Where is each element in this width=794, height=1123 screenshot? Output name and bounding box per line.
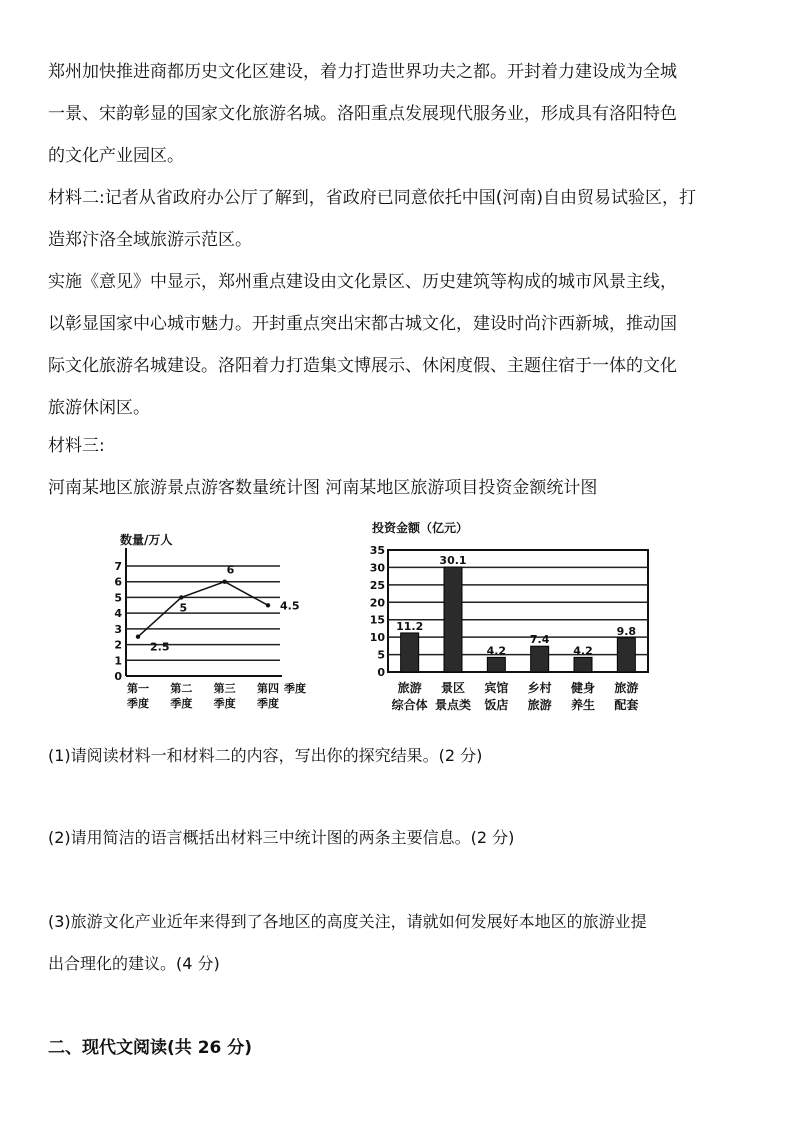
- line-chart-ytick: 1: [114, 654, 122, 668]
- question-3-line-1: (3)旅游文化产业近年来得到了各地区的高度关注，请就如何发展好本地区的旅游业提: [48, 912, 647, 931]
- bar-chart-ytick: 35: [370, 544, 385, 557]
- bar-chart-category-label: 综合体: [391, 698, 428, 712]
- question-1: (1)请阅读材料一和材料二的内容，写出你的探究结果。(2 分): [48, 746, 483, 765]
- line-chart-ylabel: 数量/万人: [120, 533, 173, 547]
- bar-chart-data-label: 30.1: [439, 554, 467, 568]
- bar-chart-ytick: 30: [370, 561, 385, 575]
- line-chart-ytick: 6: [114, 575, 122, 589]
- material3-label: 材料三:: [48, 436, 105, 456]
- bar-chart-ytick: 15: [370, 613, 385, 627]
- line-chart-category-label: 第一: [127, 682, 149, 695]
- bar-chart-category-label: 景点类: [434, 698, 472, 712]
- visitor-line-chart: [112, 530, 320, 720]
- line-chart-category-label: 季度: [257, 697, 279, 710]
- bar-chart-bar: [617, 638, 635, 672]
- line-chart-point: [136, 635, 140, 639]
- bar-chart-bar: [487, 657, 505, 672]
- bar-chart-category-label: 健身: [570, 681, 596, 695]
- bar-chart-frame: [388, 550, 648, 672]
- line-chart-point: [266, 603, 270, 607]
- line-chart-xlabel: 季度: [284, 682, 306, 695]
- bar-chart-ytick: 10: [370, 631, 385, 645]
- line-chart-ytick: 3: [114, 622, 122, 636]
- bar-chart-category-label: 宾馆: [484, 681, 509, 695]
- bar-chart-ylabel: 投资金额（亿元）: [372, 521, 469, 535]
- bar-chart-data-label: 9.8: [616, 624, 637, 638]
- line-chart-data-label: 4.5: [280, 599, 300, 613]
- charts-caption: 河南某地区旅游景点游客数量统计图 河南某地区旅游项目投资金额统计图: [48, 478, 598, 498]
- line-chart-category-label: 季度: [170, 697, 193, 710]
- line-chart-point: [222, 580, 226, 584]
- bar-chart-bar: [531, 646, 549, 672]
- material1-line-2: 一景、宋韵彰显的国家文化旅游名城。洛阳重点发展现代服务业，形成具有洛阳特色: [48, 104, 677, 124]
- bar-chart-category-label: 乡村: [527, 681, 552, 695]
- line-chart-data-label: 6: [226, 563, 235, 577]
- line-chart-data-label: 5: [179, 601, 188, 615]
- line-chart-category-label: 第三: [213, 682, 236, 695]
- line-chart-ytick: 0: [114, 670, 122, 683]
- bar-chart-data-label: 11.2: [396, 619, 424, 633]
- material2-line-3: 实施《意见》中显示，郑州重点建设由文化景区、历史建筑等构成的城市风景主线，: [48, 272, 677, 292]
- line-chart-category-label: 第二: [170, 682, 193, 695]
- bar-chart-category-label: 旅游: [614, 681, 639, 695]
- bar-chart-category-label: 配套: [614, 698, 639, 712]
- line-chart-ytick: 2: [114, 638, 122, 652]
- bar-chart-category-label: 旅游: [397, 681, 422, 695]
- bar-chart-ytick: 5: [377, 648, 385, 662]
- bar-chart-category-label: 养生: [570, 698, 596, 712]
- material2-line-4: 以彰显国家中心城市魅力。开封重点突出宋都古城文化，建设时尚汴西新城，推动国: [48, 314, 677, 334]
- bar-chart-ytick: 0: [377, 666, 385, 679]
- material1-line-1: 郑州加快推进商都历史文化区建设，着力打造世界功夫之都。开封着力建设成为全城: [48, 62, 677, 82]
- material1-line-3: 的文化产业园区。: [48, 146, 184, 166]
- line-chart-point: [179, 595, 183, 599]
- line-chart-ytick: 7: [114, 560, 122, 573]
- bar-chart-bar: [401, 633, 419, 672]
- line-chart-category-label: 第四: [257, 682, 279, 695]
- line-chart-category-label: 季度: [213, 697, 236, 710]
- bar-chart-ytick: 20: [370, 596, 385, 610]
- section-heading: 二、现代文阅读(共 26 分): [48, 1038, 253, 1058]
- material2-line-2: 造郑汴洛全域旅游示范区。: [48, 230, 252, 250]
- line-chart-data-label: 2.5: [150, 640, 170, 654]
- question-3-line-2: 出合理化的建议。(4 分): [48, 954, 220, 973]
- bar-chart-category-label: 饭店: [484, 698, 509, 712]
- bar-chart-data-label: 4.2: [573, 644, 593, 658]
- material2-line-6: 旅游休闲区。: [48, 398, 150, 418]
- bar-chart-category-label: 景区: [440, 681, 466, 695]
- bar-chart-ytick: 25: [370, 578, 385, 592]
- investment-bar-chart: [370, 516, 656, 721]
- bar-chart-category-label: 旅游: [527, 698, 552, 712]
- material2-line-1: 材料二:记者从省政府办公厅了解到，省政府已同意依托中国(河南)自由贸易试验区，打: [48, 188, 696, 208]
- bar-chart-bar: [574, 657, 592, 672]
- line-chart-category-label: 季度: [127, 697, 149, 710]
- bar-chart-data-label: 4.2: [486, 644, 507, 658]
- bar-chart-bar: [444, 567, 462, 672]
- line-chart-ytick: 4: [114, 607, 122, 621]
- question-2: (2)请用简洁的语言概括出材料三中统计图的两条主要信息。(2 分): [48, 828, 515, 847]
- line-chart-ytick: 5: [114, 591, 122, 605]
- material2-line-5: 际文化旅游名城建设。洛阳着力打造集文博展示、休闲度假、主题住宿于一体的文化: [48, 356, 677, 376]
- bar-chart-data-label: 7.4: [529, 633, 550, 647]
